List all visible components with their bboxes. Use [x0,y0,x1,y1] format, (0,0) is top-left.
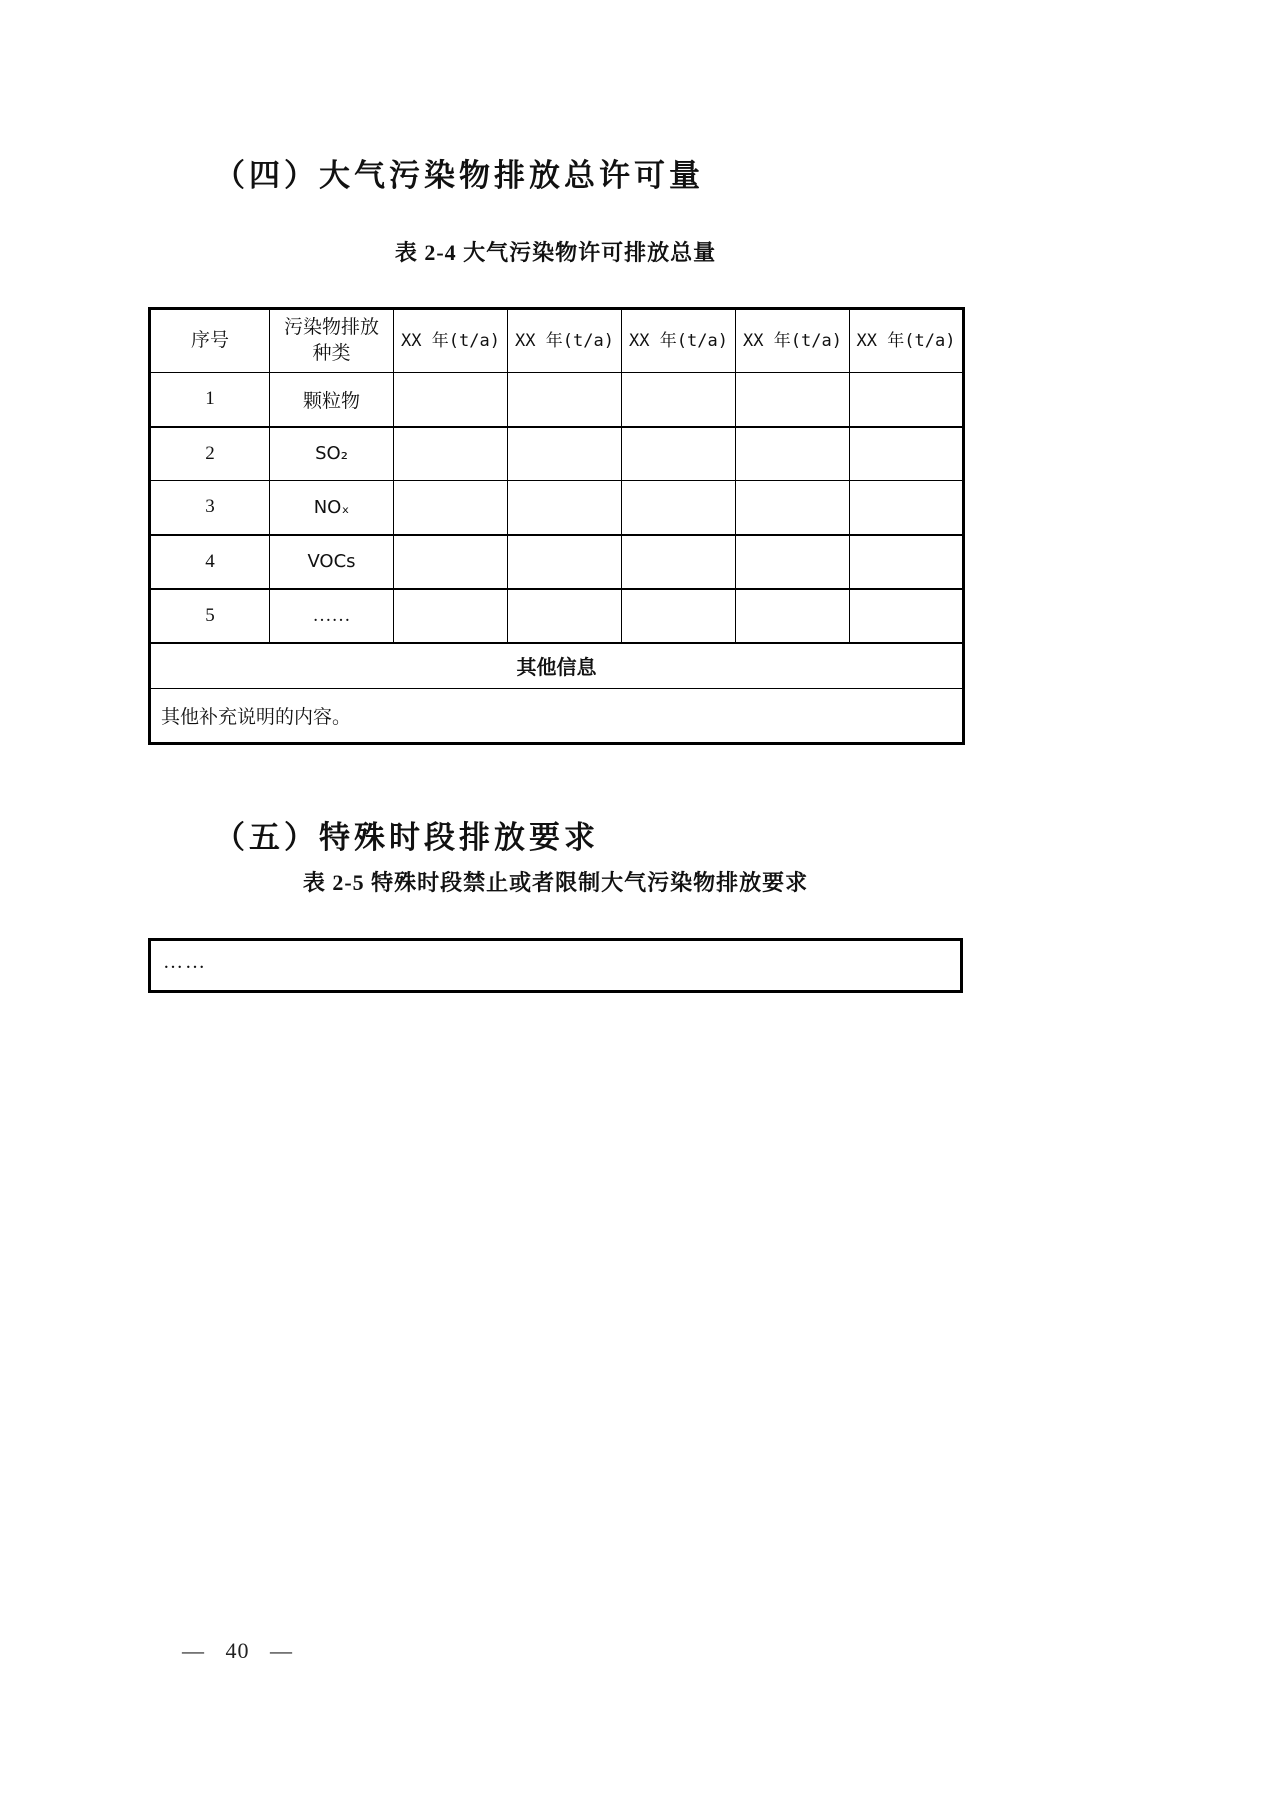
col-header-year-3: XX 年(t/a) [622,309,736,373]
value-cell [394,373,508,427]
pollutant-type: VOCs [270,535,394,589]
table-row [150,589,964,643]
col-header-year-1: XX 年(t/a) [394,309,508,373]
value-cell [622,589,736,643]
table-row [150,481,964,535]
section-4-heading: （四）大气污染物排放总许可量 [214,158,704,193]
col-header-year-5: XX 年(t/a) [850,309,964,373]
value-cell [850,373,964,427]
table-2-4 [148,307,965,745]
value-cell [736,481,850,535]
value-cell [622,481,736,535]
pollutant-type: SO₂ [270,427,394,481]
ellipsis-text: …… [163,951,207,973]
row-number: 3 [150,481,270,535]
table-row [150,373,964,427]
other-info-label: 其他信息 [150,643,964,689]
other-info-header-row [150,643,964,689]
value-cell [508,481,622,535]
value-cell [394,589,508,643]
row-number: 5 [150,589,270,643]
value-cell [508,535,622,589]
other-info-content-row [150,689,964,744]
value-cell [850,427,964,481]
row-number: 1 [150,373,270,427]
value-cell [622,535,736,589]
page-number: — 40 — [182,1638,293,1663]
section-5-heading: （五）特殊时段排放要求 [214,820,599,855]
row-number: 2 [150,427,270,481]
table-2-5-title: 表 2-5 特殊时段禁止或者限制大气污染物排放要求 [302,870,809,895]
table-row [150,427,964,481]
value-cell [622,373,736,427]
value-cell [736,589,850,643]
pollutant-type: 颗粒物 [270,373,394,427]
other-info-content: 其他补充说明的内容。 [150,689,964,744]
value-cell [736,427,850,481]
pollutant-type: NOₓ [270,481,394,535]
value-cell [394,481,508,535]
value-cell [394,427,508,481]
value-cell [508,589,622,643]
pollutant-type: …… [270,589,394,643]
table-2-4-title: 表 2-4 大气污染物许可排放总量 [394,240,717,265]
table-2-5-placeholder-box [148,938,963,993]
value-cell [508,373,622,427]
row-number: 4 [150,535,270,589]
value-cell [736,373,850,427]
value-cell [850,535,964,589]
col-header-pollutant-type: 污染物排放 种类 [270,309,394,373]
value-cell [394,535,508,589]
value-cell [850,481,964,535]
col-header-no: 序号 [150,309,270,373]
value-cell [622,427,736,481]
table-row [150,535,964,589]
value-cell [508,427,622,481]
table-header-row [150,309,964,373]
value-cell [736,535,850,589]
col-header-year-2: XX 年(t/a) [508,309,622,373]
value-cell [850,589,964,643]
col-header-year-4: XX 年(t/a) [736,309,850,373]
